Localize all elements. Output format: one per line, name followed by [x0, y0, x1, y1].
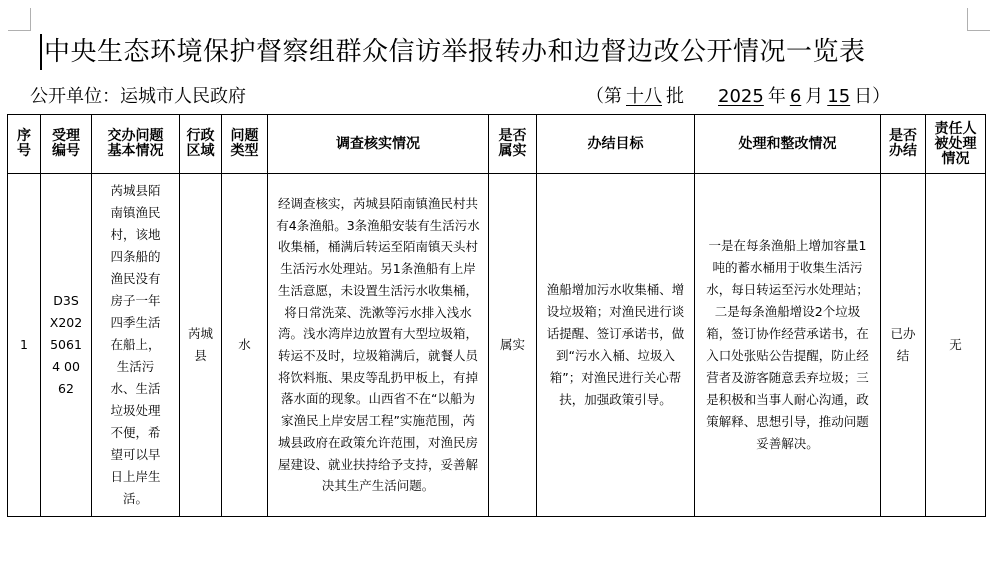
col-header-seq: 序号 — [8, 115, 41, 174]
cell-goal: 渔船增加污水收集桶、增设垃圾箱；对渔民进行谈话提醒、签订承诺书，做到“污水入桶、垃圾入箱”；对渔民进行关心帮扶，加强政策引导。 — [537, 174, 695, 517]
day-value: 15 — [827, 86, 851, 107]
col-header-basic: 交办问题基本情况 — [92, 115, 180, 174]
document-title: 中央生态环境保护督察组群众信访举报转办和边督边改公开情况一览表 — [44, 37, 866, 67]
col-header-survey: 调查核实情况 — [268, 115, 489, 174]
year-label: 年 — [767, 86, 786, 107]
page-corner-mark-right — [967, 8, 990, 31]
cell-seq: 1 — [8, 174, 41, 517]
month-value: 6 — [789, 86, 802, 107]
cell-survey: 经调查核实，芮城县陌南镇渔民村共有4条渔船。3条渔船安装有生活污水收集桶，桶满后转运至陌南镇天头村生活污水处理站。另1条渔船有上岸生活意愿，未设置生活污水收集桶，将日常洗菜、洗漱等污水排入浅水湾。浅水湾岸边放置有大型垃圾箱，转运不及时，垃圾箱满后，就餐人员将饮料瓶、果皮等乱扔甲板上，有掉落水面的现象。山西省不在“以船为家渔民上岸安居工程”实施范围，芮城县政府在政策允许范围，对渔民房屋建设、就业扶持给予支持，妥善解决其生产生活问题。 — [268, 174, 489, 517]
batch-prefix: （第 — [586, 86, 622, 107]
cell-code: D3SX20250614 0062 — [41, 174, 92, 517]
col-header-region: 行政区域 — [180, 115, 222, 174]
col-header-action: 处理和整改情况 — [695, 115, 881, 174]
table-header-row — [8, 115, 986, 174]
batch-date-line — [586, 85, 890, 109]
text-cursor — [40, 34, 42, 70]
cell-completed: 已办结 — [881, 174, 926, 517]
col-header-verified: 是否属实 — [489, 115, 537, 174]
cell-basic: 芮城县陌南镇渔民村，该地四条船的渔民没有房子一年四季生活在船上，生活污水、生活垃圾处理不便，希望可以早日上岸生活。 — [92, 174, 180, 517]
cell-action: 一是在每条渔船上增加容量1吨的蓄水桶用于收集生活污水，每日转运至污水处理站；二是每条渔船增设2个垃圾箱，签订协作经营承诺书，在入口处张贴公告提醒，防止经营者及游客随意丢弃垃圾；三是积极和当事人耐心沟通，政策解释、思想引导，推动问题妥善解决。 — [695, 174, 881, 517]
col-header-type: 问题类型 — [222, 115, 268, 174]
disclosure-table — [7, 114, 986, 517]
page-corner-mark-left — [8, 8, 31, 31]
col-header-completed: 是否办结 — [881, 115, 926, 174]
cell-verified: 属实 — [489, 174, 537, 517]
col-header-responsible: 责任人被处理情况 — [926, 115, 986, 174]
publishing-unit: 公开单位：运城市人民政府 — [30, 86, 246, 107]
day-label: 日） — [854, 86, 891, 107]
batch-number: 十八 — [626, 86, 662, 107]
month-label: 月 — [805, 86, 824, 107]
cell-region: 芮城县 — [180, 174, 222, 517]
col-header-goal: 办结目标 — [537, 115, 695, 174]
table-row — [8, 174, 986, 517]
year-value: 2025 — [718, 86, 764, 107]
cell-type: 水 — [222, 174, 268, 517]
col-header-code: 受理编号 — [41, 115, 92, 174]
cell-responsible: 无 — [926, 174, 986, 517]
batch-label: 批 — [666, 86, 684, 107]
